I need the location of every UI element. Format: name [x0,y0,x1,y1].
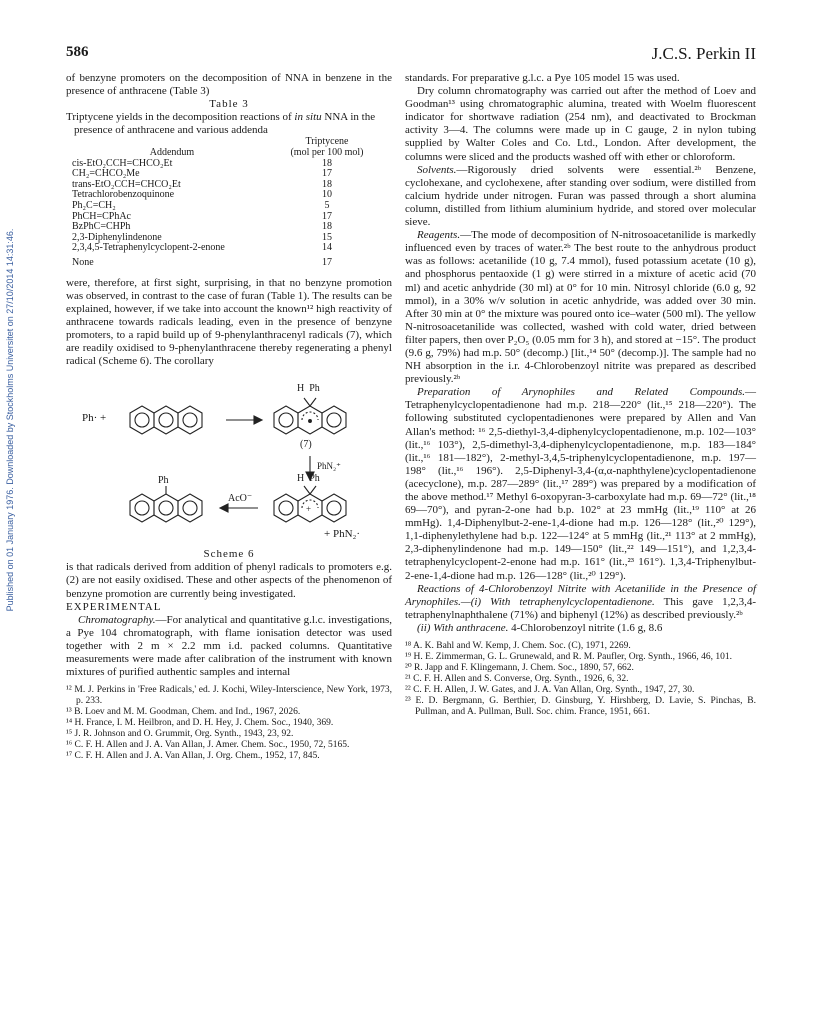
reference-item: ²⁰ R. Japp and F. Klingemann, J. Chem. Soc., 1890, 57, 662. [405,663,634,674]
arrow-head [254,416,262,424]
h-ph-label-top: H Ph [297,383,320,395]
intro-text: of benzyne promoters on the decomposition of NNA in benzene in the presence of anthracene (Table 3) [66,72,392,98]
arrow-head [220,504,228,512]
acetate-label: AcO⁻ [228,493,253,505]
cation-intermediate [274,486,346,522]
phenyl-radical-label: Ph· + [82,412,107,425]
compound-7-label: (7) [300,439,312,451]
section-heading: EXPERIMENTAL [66,600,162,613]
table-row: None 17 [72,257,332,268]
reference-item: ¹⁹ H. E. Zimmerman, G. L. Grunewald, and R. M. Paufler, Org. Synth., 1966, 46, 101. [405,652,732,663]
triptycene-table [72,137,382,268]
body-paragraph: Chromatography.—For analytical and quantitative g.l.c. investigations, a Pye 104 chromatograph, with flame ionisation detector was used together with 2 m × 2.2 mm i.d. packed columns. Quantitative measurements were made after calibration of the instrument with known mixtures of purified authentic samples and internal [66,613,392,679]
table-row: CH₂=CHCO₂Me 17 [72,168,332,180]
reference-item: ¹⁴ H. France, I. M. Heilbron, and D. H. Hey, J. Chem. Soc., 1940, 369. [66,718,334,729]
reference-item: ²³ E. D. Bergmann, G. Berthier, D. Ginsburg, Y. Hirshberg, D. Lavie, S. Pinchas, B. Pullman, and A. Pullman, Bull. Soc. chim. France, 1951, 661. [405,696,756,718]
svg-text:+: + [306,504,312,515]
body-paragraph: Preparation of Arynophiles and Related Compounds.—Tetraphenylcyclopentadienone had m.p. 218—220° (lit.,¹⁵ 218—220°). The following substituted cyclopentadienones were prepared by Allen and Van Allan's method: ¹⁶ 2,5-diethyl-3,4-diphenylcyclopentadienone, m.p. 102—103° (lit.,¹⁶ 103°), 2,5-dimethyl-3,4-diphenylcyclopentadienone, m.p. 183—184° (lit.,¹⁶ 181—182°), 2-methyl-3,4,5-triphenylcyclopentadienone, m.p. 197—198° (lit.,¹⁶ 196°). 2,5-Diphenyl-3,4-(α,α-naphthylene)cyclopentadienone (acecyclone), m.p. 287—289° (lit.,¹⁷ 289°) was prepared by a modification of the above method.¹⁷ Methyl 6-oxopyran-3-carboxylate had m.p. 69—72° (lit.,¹⁸ 69—70°), and pyran-2-one had b.p. 102° at 23 mmHg (lit.,¹⁹ 110° at 26 mmHg). 1,4-Diphenylbut-2-ene-1,4-dione had m.p. 126—128° (lit.,²⁰ 129°), 1,1-diphenylethylene had b.p. 122—124° at 5 mmHg (lit.,²¹ 113° at 2 mmHg), 2,3-diphenylindenone had m.p. 149—150° (lit.,²² 149—151°), and 1,2,3,4-tetraphenylcyclopent-2-enone had m.p. 161° (lit.,²³ 161°). 1,3,4-Triphenylbut-2-ene-1,4-dione had m.p. 126—128° (lit.,²⁰ 129°). [405,386,756,582]
journal-title: J.C.S. Perkin II [651,44,756,63]
download-notice [3,210,17,630]
h-ph-label-bottom: H Ph [297,473,320,485]
body-paragraph: were, therefore, at first sight, surprising, in that no benzyne promotion was observed, in contrast to the case of furan (Table 1). The results can be explained, however, if we take into account the known¹² high reactivity of anthracene towards radicals leading, even in the presence of benzyne promoters, to a rapid build up of 9-phenylanthracenyl radicals (7), which are readily oxidised to 9-phenylanthracene thereby regenerating a phenyl radical (Scheme 6). The corollary [66,276,392,368]
col-header-yield-a: Triptycene [305,136,349,148]
col-header-addendum: Addendum [149,147,195,159]
table-row: 2,3,4,5-Tetraphenylcyclopent-2-enone 14 [72,242,332,254]
body-paragraph: Solvents.—Rigorously dried solvents were essential.²ᵇ Benzene, cyclohexane, and cyclohexene, after standing over sodium, were distilled from calcium hydride under nitrogen. Furan was passed through a short alumina column, distilled from lithium aluminium hydride, and stored over molecular sieve. [405,163,756,229]
ph-product-label: Ph [158,475,169,487]
scheme-6 [66,374,392,544]
reference-item: ¹⁷ C. F. H. Allen and J. A. Van Allan, J. Org. Chem., 1952, 17, 845. [66,751,320,762]
body-paragraph: Reagents.—The mode of decomposition of N-nitrosoacetanilide is markedly influenced even by traces of water.²ᵇ The best route to the anhydrous product was as follows: acetanilide (10 g, 7.4 mmol), fused potassium acetate (10 g), and phosphorus pentaoxide (1 g) were stirred in a mixture of acetic acid (70 ml) and acetic anhydride (30 ml) at 0° for 10 min. Nitrosyl chloride (6.0 g, 92 mmol), in a 30% w/v solution in acetic anhydride, was added over 30 min. After 30 min at 0° the mixture was poured onto ice–water (500 ml). The yellow N-nitrosoacetanilide was collected, washed with cold water, dried between filter papers, then over P₂O₅ (0.05 mm for 3 h), and stored at −15°. The product (9.6 g, 79%) had m.p. 50° (decomp.) [lit.,¹⁴ 50° (decomp.)]. The sample had no NH absorption in the i.r. 4-Chlorobenzoyl nitrite was prepared as described previously.²ᵇ [405,229,756,386]
phenylanthracene-product [130,486,202,522]
reaction-scheme-drawing [66,374,392,544]
table-caption: Table 3 [209,98,249,111]
table-row: trans-EtO₂CCH=CHCO₂Et 18 [72,178,332,190]
table-row: PhCH=CPhAc 17 [72,210,332,222]
footnotes-right [405,641,756,718]
reference-item: ²² C. F. H. Allen, J. W. Gates, and J. A. Van Allan, Org. Synth., 1947, 27, 30. [405,685,695,696]
page-header [66,44,756,66]
left-column [66,72,392,762]
radical-7 [274,398,346,434]
page-number: 586 [66,44,89,60]
reference-item: ¹² M. J. Perkins in 'Free Radicals,' ed. J. Kochi, Wiley-Interscience, New York, 1973, p. 233. [66,685,392,707]
body-paragraph: Dry column chromatography was carried out after the method of Loev and Goodman¹³ using chromatographic alumina, treated with Woelm fluorescent indicator for shortwave radiation (254 nm), and deactivated to Brockman activity 3—4. The columns were made up in C gauge, 2 in nylon tubing supplied by Walter Coles and Co. Ltd., London. After development, the columns were sliced and the products washed off with ether or chloroform. [405,85,756,163]
table-row: 2,3-Diphenylindenone 15 [72,231,332,243]
body-paragraph: standards. For preparative g.l.c. a Pye 105 model 15 was used. [405,72,680,84]
table-row: cis-EtO₂CCH=CHCO₂Et 18 [72,157,332,169]
table-row: Ph₂C=CH₂ 5 [72,200,330,212]
table-row: Tetrachlorobenzoquinone 10 [72,189,332,201]
phn2-label: PhN₂⁺ [317,461,341,472]
table-title: Triptycene yields in the decomposition reactions of in situ NNA in the presence of anthracene and various addenda [66,111,376,137]
col-header-yield-b: (mol per 100 mol) [290,147,364,159]
reference-item: ¹⁸ A. K. Bahl and W. Kemp, J. Chem. Soc. (C), 1971, 2269. [405,641,631,652]
diazonium-radical-label: + PhN₂· [324,528,361,541]
reference-item: ²¹ C. F. H. Allen and S. Converse, Org. Synth., 1926, 6, 32. [405,674,629,685]
right-column [405,72,756,718]
body-paragraph: is that radicals derived from addition of phenyl radicals to promoters e.g. (2) are not easily oxidised. These and other aspects of the phenomenon of benzyne promotion are currently being investigated. [66,561,392,600]
download-notice-text[interactable]: Published on 01 January 1976. Downloaded by Stockholms Universitet on 27/10/2014 14:31:46. [5,228,15,612]
footnotes-left [66,685,392,762]
table-row: BzPhC=CHPh 18 [72,221,332,233]
scheme-caption: Scheme 6 [203,548,255,561]
reference-item: ¹⁶ C. F. H. Allen and J. A. Van Allan, J. Amer. Chem. Soc., 1950, 72, 5165. [66,740,350,751]
reference-item: ¹³ B. Loev and M. M. Goodman, Chem. and Ind., 1967, 2026. [66,707,301,718]
body-paragraph: (ii) With anthracene. 4-Chlorobenzoyl nitrite (1.6 g, 8.6 [417,621,663,634]
anthracene-reactant [130,406,202,434]
body-paragraph: Reactions of 4-Chlorobenzoyl Nitrite with Acetanilide in the Presence of Arynophiles.—(i) With tetraphenylcyclopentadienone. This gave 1,2,3,4-tetraphenylnaphthalene (71%) and biphenyl (12%) as described previously.²ᵇ [405,582,756,621]
reference-item: ¹⁵ J. R. Johnson and O. Grummit, Org. Synth., 1943, 23, 92. [66,729,294,740]
